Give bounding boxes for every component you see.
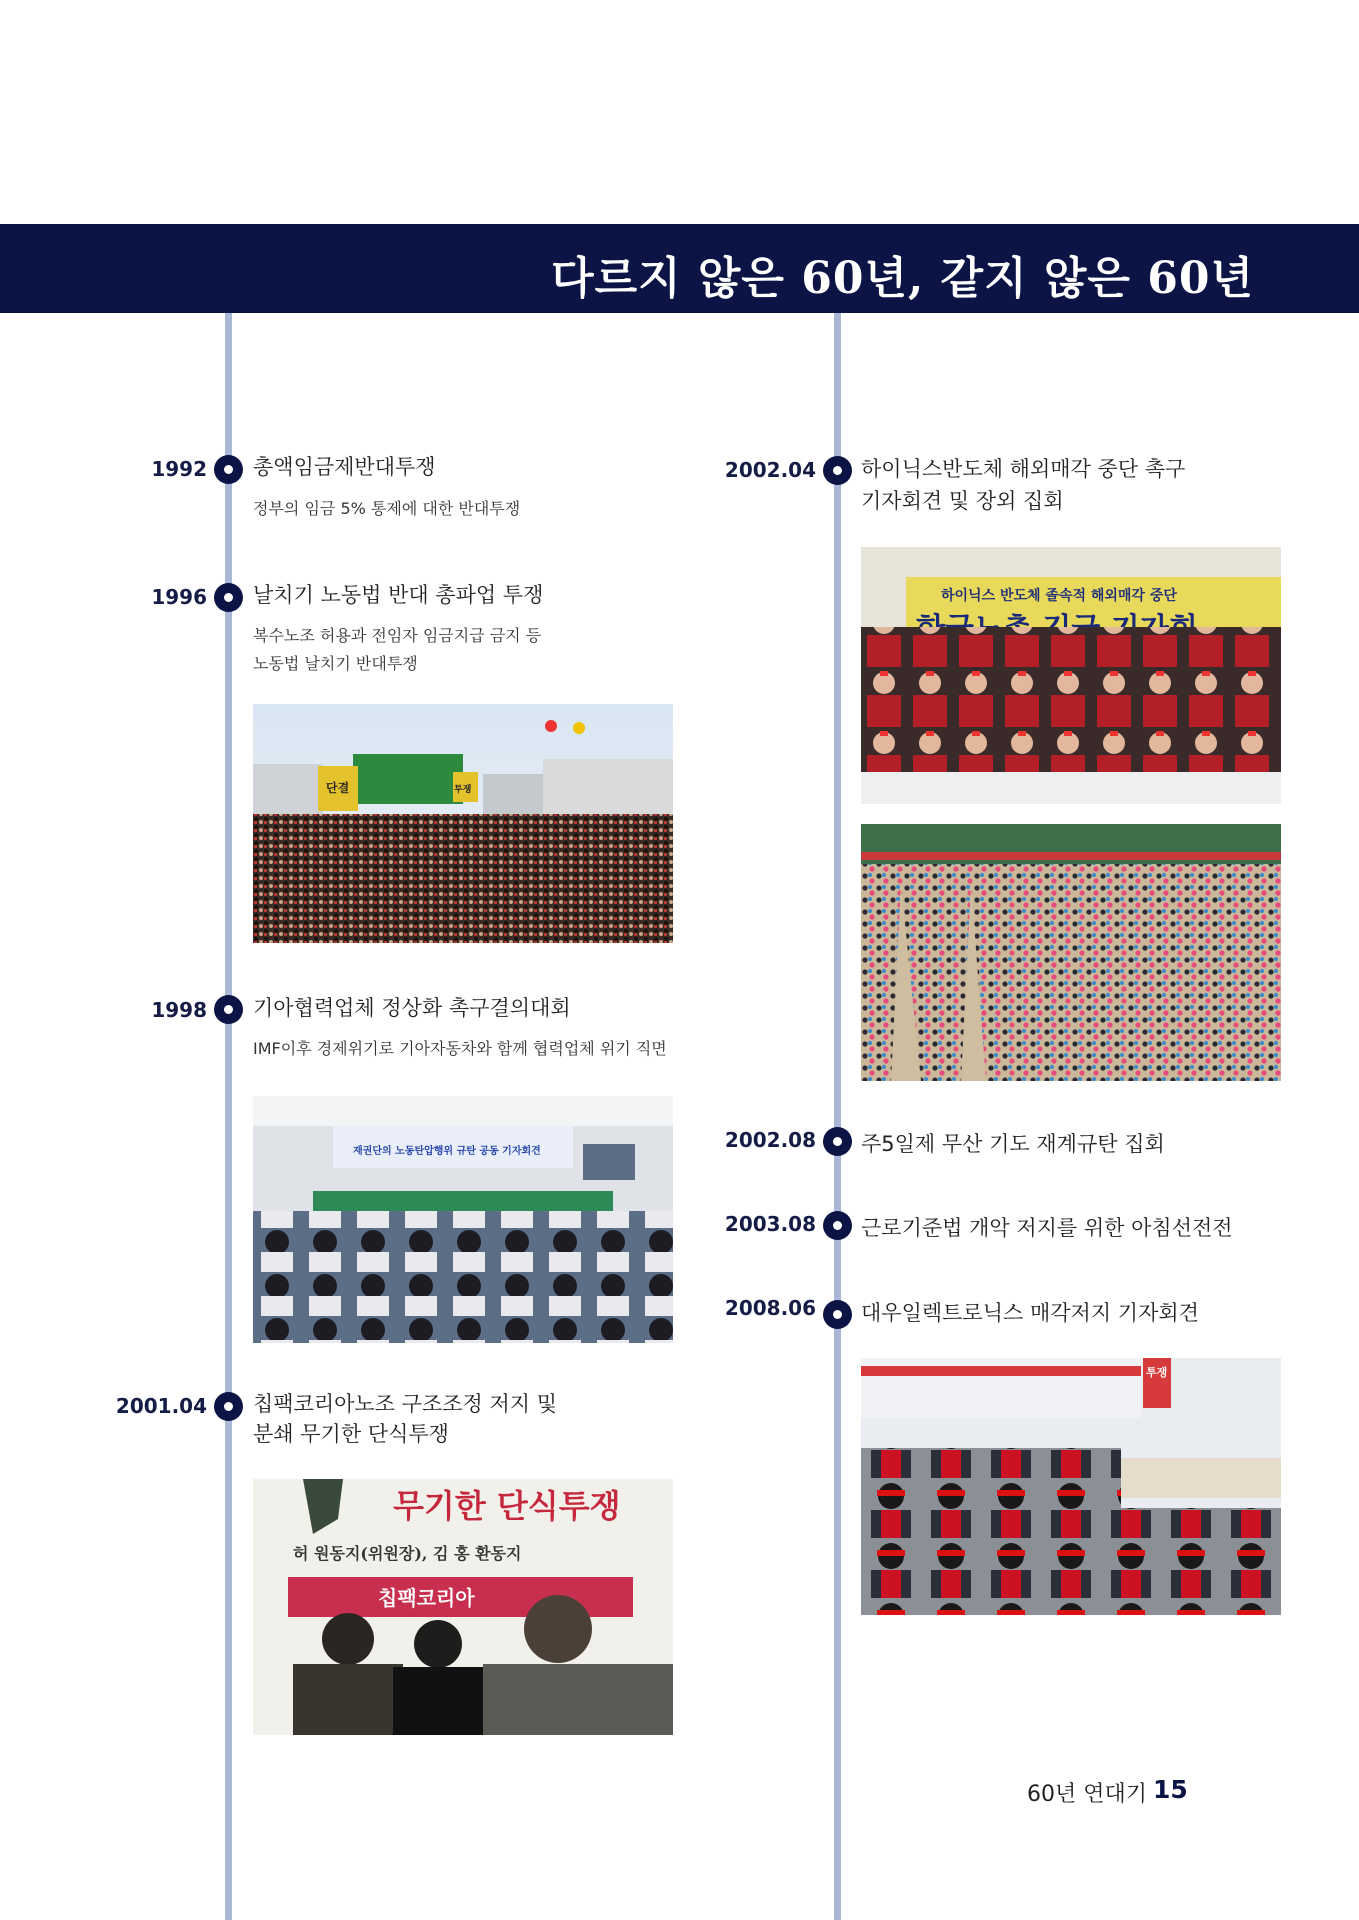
photo-daewoo-press-2008: [861, 1358, 1281, 1615]
event-year: 1992: [151, 457, 207, 481]
timeline-dot: [214, 1392, 243, 1421]
event-year: 2002.08: [724, 1128, 816, 1152]
photo-sign-text: 투쟁: [1146, 1366, 1168, 1379]
photo-banner-text: 하이닉스 반도체 졸속적 해외매각 중단: [941, 588, 1177, 604]
timeline-dot: [214, 583, 243, 612]
event-description: 복수노조 허용과 전임자 임금지급 금지 등: [253, 626, 542, 645]
photo-sign-text: 투쟁: [454, 785, 472, 795]
photo-hynix-press-2002: [861, 547, 1281, 804]
event-title: 분쇄 무기한 단식투쟁: [253, 1422, 449, 1446]
timeline-line-right: [834, 313, 841, 1920]
footer-label: 60년 연대기: [1027, 1782, 1147, 1807]
photo-outdoor-rally-2002: [861, 824, 1281, 1081]
event-year: 2003.08: [724, 1212, 816, 1236]
event-year: 2001.04: [115, 1394, 207, 1418]
event-description: IMF이후 경제위기로 기아자동차와 함께 협력업체 위기 직면: [253, 1039, 667, 1058]
photo-sign-text: 허 원동지(위원장), 김 홍 환동지: [293, 1544, 522, 1563]
event-year: 2008.06: [724, 1296, 816, 1320]
event-title: 하이닉스반도체 해외매각 중단 촉구: [861, 457, 1186, 481]
header-banner: [0, 224, 1359, 313]
timeline-dot: [214, 455, 243, 484]
event-title: 날치기 노동법 반대 총파업 투쟁: [253, 583, 544, 607]
timeline-dot: [823, 1127, 852, 1156]
photo-sign-text: 단결: [326, 781, 350, 795]
timeline-line-left: [225, 313, 232, 1920]
photo-banner-text: 재권단의 노동탄압행위 규탄 공동 기자회견: [353, 1146, 541, 1157]
timeline-dot: [823, 456, 852, 485]
photo-rally-crowd-1996: [253, 704, 673, 943]
photo-sign-text: 무기한 단식투쟁: [393, 1487, 621, 1525]
event-title: 기아협력업체 정상화 촉구결의대회: [253, 996, 571, 1020]
page-title: 다르지 않은 60년, 같지 않은 60년: [551, 253, 1254, 304]
event-title: 칩팩코리아노조 구조조정 저지 및: [253, 1392, 558, 1416]
event-description: 노동법 날치기 반대투쟁: [253, 654, 418, 673]
timeline-dot: [823, 1300, 852, 1329]
timeline-dot: [823, 1211, 852, 1240]
photo-sign-text: 칩팩코리아: [378, 1586, 475, 1610]
page-number: 15: [1153, 1775, 1188, 1804]
photo-press-conference-1998: [253, 1096, 673, 1343]
event-title: 기자회견 및 장외 집회: [861, 489, 1064, 513]
event-year: 2002.04: [724, 458, 816, 482]
event-year: 1996: [151, 585, 207, 609]
event-title: 대우일렉트로닉스 매각저지 기자회견: [861, 1301, 1199, 1325]
event-year: 1998: [151, 998, 207, 1022]
event-title: 주5일제 무산 기도 재계규탄 집회: [861, 1132, 1165, 1156]
timeline-dot: [214, 995, 243, 1024]
event-title: 근로기준법 개악 저지를 위한 아침선전전: [861, 1216, 1233, 1240]
event-description: 정부의 임금 5% 통제에 대한 반대투쟁: [253, 499, 521, 518]
photo-hunger-strike-2001: [253, 1479, 673, 1735]
event-title: 총액임금제반대투쟁: [253, 455, 436, 479]
